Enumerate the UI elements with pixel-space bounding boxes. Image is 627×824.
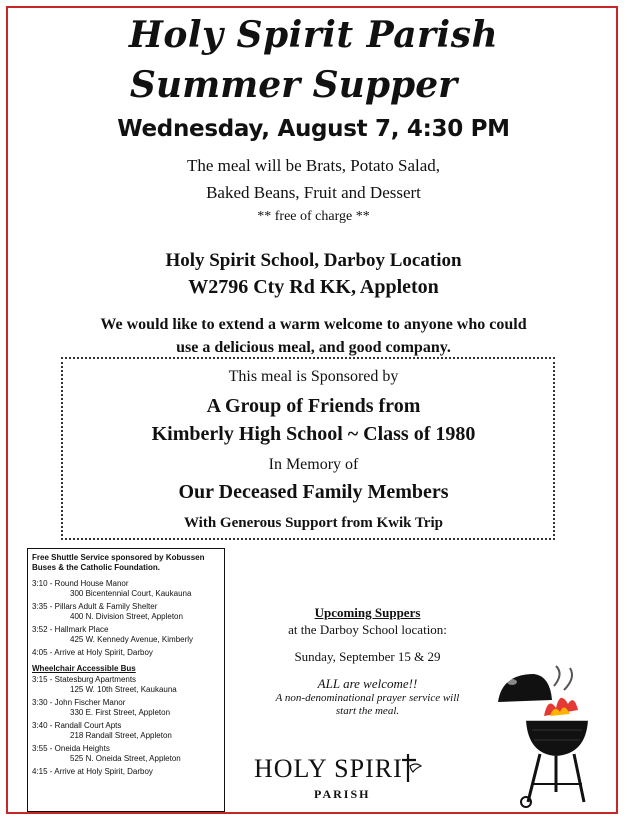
sponsor-name-line-2: Kimberly High School ~ Class of 1980 xyxy=(151,423,476,445)
stop-time-place: 4:05 - Arrive at Holy Spirit, Darboy xyxy=(32,648,153,657)
bbq-grill-icon xyxy=(492,664,592,810)
stop-time-place: 3:10 - Round House Manor xyxy=(32,579,129,588)
upcoming-suppers xyxy=(245,604,490,718)
stop-time-place: 3:55 - Oneida Heights xyxy=(32,744,110,753)
stop-time-place: 3:35 - Pillars Adult & Family Shelter xyxy=(32,602,158,611)
parish-logo xyxy=(254,754,424,809)
stop-time-place: 3:15 - Statesburg Apartments xyxy=(32,675,137,684)
welcome-line-2: use a delicious meal, and good company. xyxy=(176,339,451,356)
stop-address: 218 Randall Street, Appleton xyxy=(70,731,172,740)
support-line: With Generous Support from Kwik Trip xyxy=(183,515,444,531)
wheelchair-stop xyxy=(32,698,220,718)
menu-line-2: Baked Beans, Fruit and Dessert xyxy=(206,183,421,202)
menu-line-1: The meal will be Brats, Potato Salad, xyxy=(186,156,441,175)
upcoming-dates: Sunday, September 15 & 29 xyxy=(294,649,441,664)
title-line-2: Summer Supper xyxy=(129,64,458,106)
stop-address: 400 N. Division Street, Appleton xyxy=(70,612,183,621)
sponsor-name-line-1: A Group of Friends from xyxy=(206,395,421,417)
stop-address: 300 Bicentennial Court, Kaukauna xyxy=(70,589,192,598)
stop-time-place: 3:52 - Hallmark Place xyxy=(32,625,109,634)
prayer-line-1: A non-denominational prayer service will xyxy=(275,692,460,704)
shuttle-heading: Free Shuttle Service sponsored by Kobussen Buses & the Catholic Foundation. xyxy=(32,553,205,572)
welcome-line-1: We would like to extend a warm welcome to anyone who could xyxy=(100,316,527,333)
sponsor-intro: This meal is Sponsored by xyxy=(228,368,399,385)
logo-subtext: PARISH xyxy=(314,787,371,801)
stop-time-place: 3:40 - Randall Court Apts xyxy=(32,721,122,730)
stop-address: 330 E. First Street, Appleton xyxy=(70,708,171,717)
shuttle-schedule-box xyxy=(27,548,225,812)
upcoming-heading: Upcoming Suppers xyxy=(314,605,421,620)
stop-address: 125 W. 10th Street, Kaukauna xyxy=(70,685,177,694)
wheelchair-stop xyxy=(32,721,220,741)
shuttle-stop xyxy=(32,625,220,645)
price-note: ** free of charge ** xyxy=(257,209,370,224)
location-line-2: W2796 Cty Rd KK, Appleton xyxy=(188,276,439,298)
logo-text: HOLY SPIRI xyxy=(254,754,403,783)
wheelchair-stop xyxy=(32,675,220,695)
prayer-line-2: start the meal. xyxy=(335,705,400,717)
event-date-time: Wednesday, August 7, 4:30 PM xyxy=(117,116,510,142)
memory-of: Our Deceased Family Members xyxy=(178,481,449,503)
stop-address: 425 W. Kennedy Avenue, Kimberly xyxy=(70,635,194,644)
all-welcome: ALL are welcome!! xyxy=(317,676,418,691)
memory-intro: In Memory of xyxy=(268,456,359,473)
stop-time-place: 4:15 - Arrive at Holy Spirit, Darboy xyxy=(32,767,153,776)
stop-address: 525 N. Oneida Street, Appleton xyxy=(70,754,181,763)
wheelchair-stop xyxy=(32,767,220,777)
title-line-1: Holy Spirit Parish xyxy=(128,14,499,56)
upcoming-location: at the Darboy School location: xyxy=(288,622,447,637)
dove-cross-icon xyxy=(400,752,422,786)
shuttle-stop xyxy=(32,648,220,658)
location-line-1: Holy Spirit School, Darboy Location xyxy=(165,250,462,271)
shuttle-stop xyxy=(32,579,220,599)
shuttle-stop xyxy=(32,602,220,622)
wheelchair-stop xyxy=(32,744,220,764)
wheelchair-heading: Wheelchair Accessible Bus xyxy=(32,664,136,673)
stop-time-place: 3:30 - John Fischer Manor xyxy=(32,698,126,707)
